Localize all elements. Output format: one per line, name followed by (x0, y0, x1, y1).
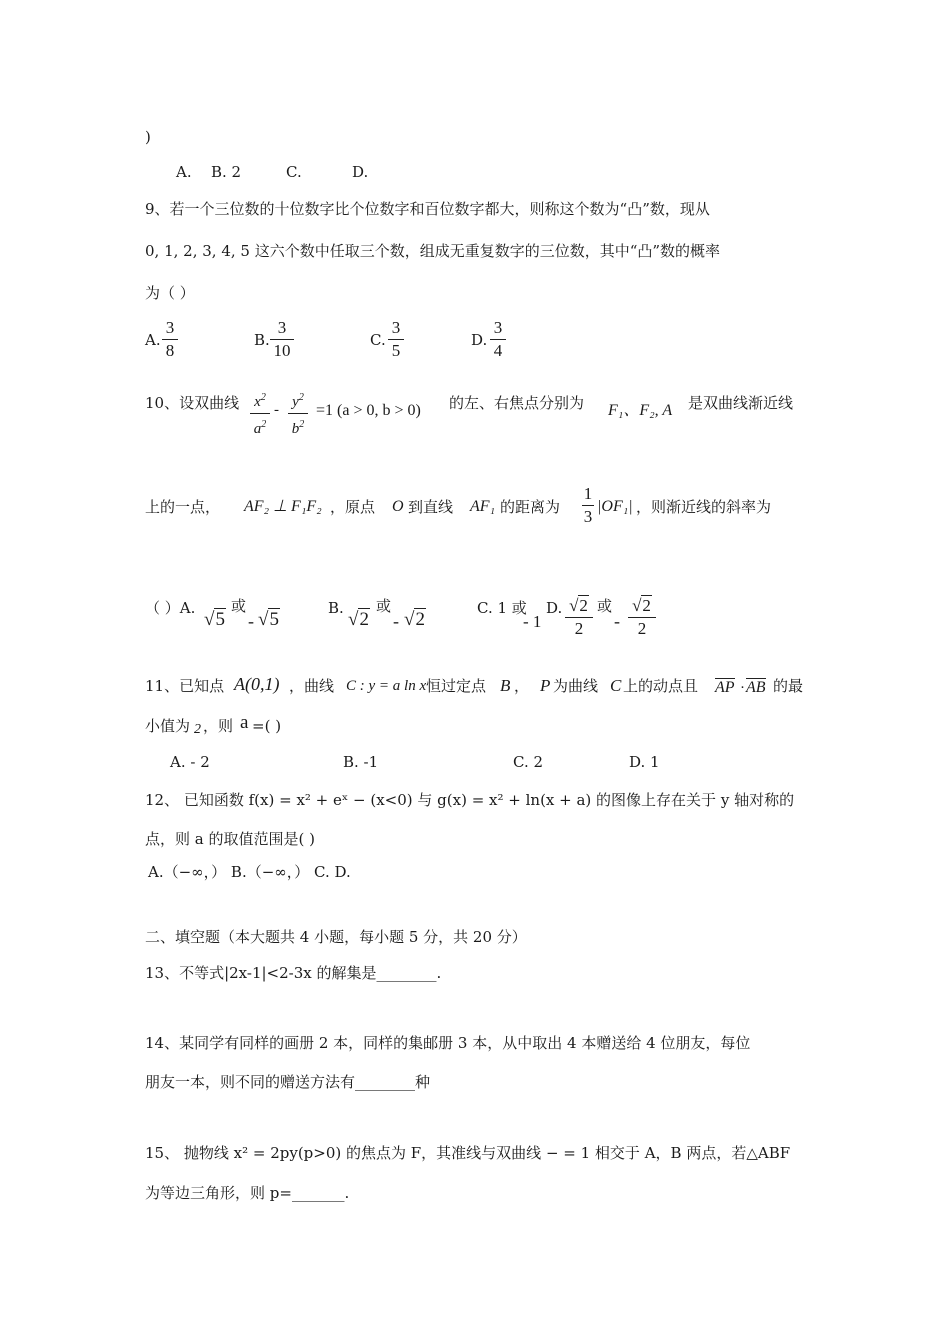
q11-p2: ，曲线 (289, 677, 335, 695)
q10-option-a-root2: √5 (258, 609, 279, 630)
q11-p3: 恒过定点 (426, 677, 487, 695)
q11-p5: 为曲线 (553, 677, 599, 695)
q10-perpendicular: AF₂ ⊥ F₁F₂ (244, 498, 322, 515)
q10-option-d-neg: - (614, 611, 620, 631)
fraction-bar (582, 505, 594, 506)
q11-option-c: C. 2 (513, 753, 544, 771)
q10-of1: |OF₁| (597, 498, 633, 515)
q11-dot: · (740, 680, 745, 696)
q11-line2-c: =( ) (252, 717, 282, 735)
q11-line2-a: 小值为 (145, 717, 191, 735)
q10-option-b-or: 或 (376, 597, 392, 615)
fraction-bar (490, 339, 506, 340)
fraction-bar (565, 617, 593, 618)
q10-option-a-root1: √5 (204, 609, 225, 630)
q9-line-2: 0, 1, 2, 3, 4, 5 这六个数中任取三个数，组成无重复数字的三位数，其中“凸”数的概率 (145, 242, 721, 260)
q10-option-c-neg: - 1 (523, 612, 542, 631)
q10-option-d-fraction1 (565, 596, 593, 639)
q12-line-2: 点，则 a 的取值范围是( ) (145, 830, 315, 848)
q10-option-c-label: C. 1 或 (477, 599, 527, 617)
q10-prefix: 10、设双曲线 (145, 394, 240, 412)
q11-option-a: A. - 2 (170, 753, 210, 771)
q11-curve: C : y = a ln x (346, 678, 427, 694)
q9-option-b-label: B. (254, 331, 270, 349)
q8-option-c: C. (286, 163, 302, 181)
q10-option-d-denominator: 2 (574, 619, 584, 638)
q11-p1: 11、已知点 (145, 677, 225, 695)
q10-line2-c: ，原点 (330, 498, 376, 516)
q11-option-b: B. -1 (343, 753, 379, 771)
q11-p6: 上的动点且 (623, 677, 699, 695)
q10-option-d-denominator-2: 2 (637, 619, 647, 638)
q9-option-d-numerator: 3 (493, 318, 503, 337)
q9-option-c-denominator: 5 (391, 341, 401, 360)
q10-option-d-numerator-2: √2 (632, 596, 651, 615)
q12-options: A.（−∞，） B.（−∞，） C. D. (148, 863, 351, 881)
q10-y-squared: $y^2$ (292, 392, 304, 410)
q10-foci: F₁、F₂, A (608, 402, 673, 419)
q10-mid: 的左、右焦点分别为 (449, 394, 585, 412)
q10-line2-e: 到直线 (408, 498, 454, 516)
q10-option-b-root2: √2 (404, 609, 425, 630)
q10-option-a-or: 或 (231, 597, 247, 615)
fraction-bar (388, 339, 404, 340)
q10-origin: O (392, 498, 404, 515)
q10-option-b-root1: √2 (348, 609, 369, 630)
q10-option-a-neg: - (248, 611, 254, 631)
q9-option-b-numerator: 3 (277, 318, 287, 337)
q10-fraction-y (288, 388, 308, 439)
q9-option-b-fraction (270, 318, 294, 361)
q10-suffix: 是双曲线渐近线 (688, 394, 794, 412)
q11-option-d: D. 1 (629, 753, 660, 771)
q8-option-a: A. (176, 163, 192, 181)
q9-line-1: 9、若一个三位数的十位数字比个位数字和百位数字都大，则称这个数为“凸”数，现从 (145, 200, 710, 218)
q10-option-a-label: （ ）A. (145, 599, 196, 617)
section-fill-in-heading: 二、填空题（本大题共 4 小题，每小题 5 分，共 20 分） (145, 928, 527, 946)
q15-line-2: 为等边三角形，则 p=_______. (145, 1184, 350, 1202)
q9-option-d-denominator: 4 (493, 341, 503, 360)
q10-line2-a: 上的一点， (145, 498, 221, 516)
q10-fraction-x (250, 388, 270, 439)
q11-vector-ab: AB (746, 679, 766, 696)
q11-vector-ap: AP (715, 679, 735, 696)
q10-option-b-neg: - (393, 611, 399, 631)
q9-option-a-fraction (162, 318, 178, 361)
q14-line-2: 朋友一本，则不同的赠送方法有________种 (145, 1073, 431, 1091)
q11-curve-c: C (610, 676, 622, 695)
q15-line-1: 15、 抛物线 x² = 2py(p>0) 的焦点为 F，其准线与双曲线 − = 1 相交于 A，B 两点，若△ABF (145, 1144, 791, 1162)
q10-condition: =1 (a > 0, b > 0) (316, 402, 421, 419)
q10-line2-i: ，则渐近线的斜率为 (636, 498, 772, 516)
fraction-bar (250, 413, 270, 414)
fraction-bar (288, 413, 308, 414)
q9-option-d-fraction (490, 318, 506, 361)
q11-point-b: B (500, 676, 511, 695)
q9-option-c-numerator: 3 (391, 318, 401, 337)
q12-line-1: 12、 已知函数 f(x) = x² + eˣ − (x<0) 与 g(x) = x² + ln(x + a) 的图像上存在关于 y 轴对称的 (145, 791, 795, 809)
q8-option-b: B. 2 (211, 163, 242, 181)
q9-option-a-denominator: 8 (165, 341, 175, 360)
q9-option-c-fraction (388, 318, 404, 361)
q10-one-third (582, 484, 594, 527)
q10-minus: - (274, 402, 279, 418)
q10-option-d-numerator: √2 (569, 596, 588, 615)
q10-option-b-label: B. (328, 599, 344, 617)
q14-line-1: 14、某同学有同样的画册 2 本，同样的集邮册 3 本，从中取出 4 本赠送给 4 位朋友，每位 (145, 1034, 751, 1052)
q13: 13、不等式|2x-1|<2-3x 的解集是________. (145, 964, 442, 982)
q10-line-af1: AF₁ (470, 498, 496, 515)
q11-point-p: P (540, 676, 551, 695)
q10-option-d-or: 或 (597, 597, 613, 615)
q9-option-a-numerator: 3 (165, 318, 175, 337)
q10-one: 1 (583, 484, 593, 503)
q10-line2-g: 的距离为 (500, 498, 561, 516)
q9-option-c-label: C. (370, 331, 386, 349)
q9-option-b-denominator: 10 (273, 341, 291, 360)
q11-p4: ， (514, 677, 530, 695)
q11-line2-b: ，则 (203, 717, 234, 735)
q10-option-d-fraction2 (628, 596, 656, 639)
q9-line-3: 为（ ） (145, 284, 195, 302)
q11-min-value: 2 (194, 722, 201, 737)
q10-option-d-label: D. (546, 599, 563, 617)
fraction-bar (162, 339, 178, 340)
q8-option-d: D. (352, 163, 369, 181)
q11-p7: 的最 (773, 677, 804, 695)
fraction-bar (628, 617, 656, 618)
q8-tail: ) (145, 128, 151, 146)
q10-a-squared: $a^2$ (253, 419, 267, 437)
q11-var-a: a (240, 712, 249, 733)
q10-b-squared: $b^2$ (291, 419, 305, 437)
q9-option-d-label: D. (471, 331, 488, 349)
q10-three: 3 (583, 507, 593, 526)
q9-option-a-label: A. (145, 331, 161, 349)
fraction-bar (270, 339, 294, 340)
q10-x-squared: $x^2$ (254, 392, 266, 410)
q11-point-a: A(0,1) (234, 674, 280, 694)
